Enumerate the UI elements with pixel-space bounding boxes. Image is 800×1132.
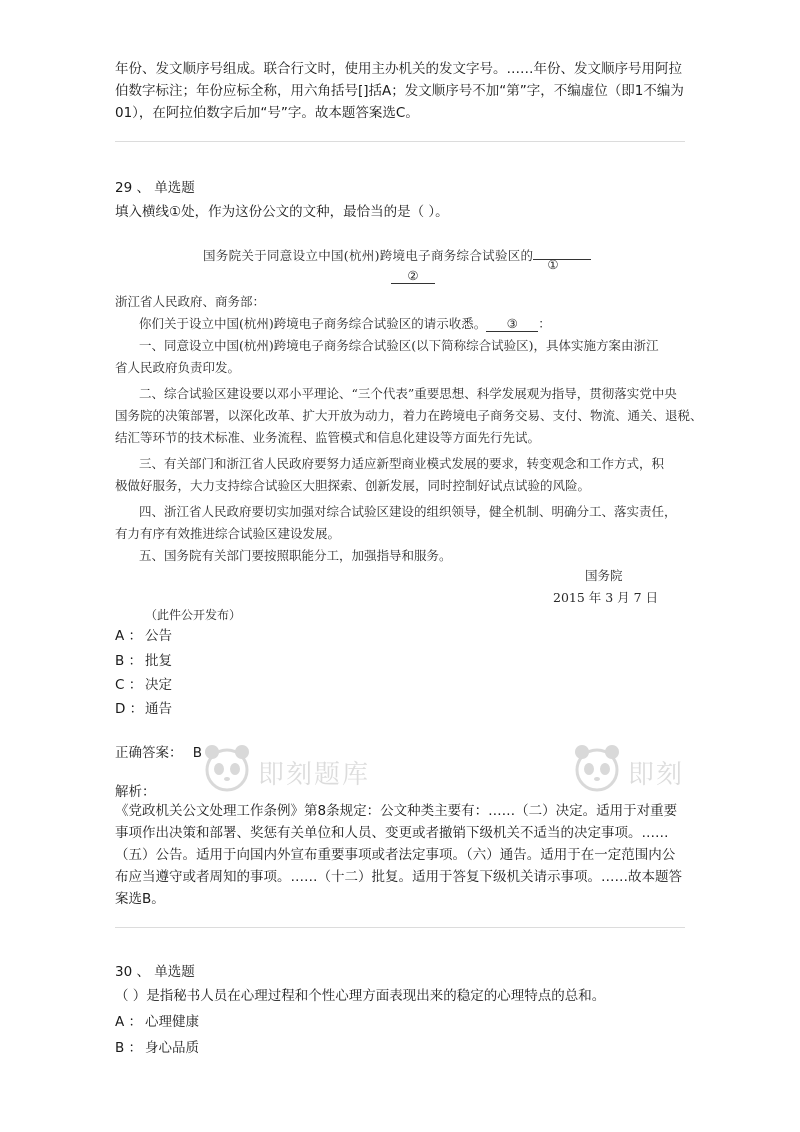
option-letter: C ： (115, 677, 143, 693)
document-line: 省人民政府负责印发。 (115, 360, 241, 375)
document-note: （此件公开发布） (145, 608, 242, 622)
question-30-header: 30 、 单选题 (115, 964, 195, 980)
document-salutation: 浙江省人民政府、商务部： (115, 294, 266, 309)
option-a[interactable] (115, 626, 172, 646)
blank-1: ① (533, 259, 591, 260)
document-line: 极做好服务，大力支持综合试验区大胆探索、创新发展，同时控制好试点试验的风险。 (115, 478, 591, 493)
option-letter: B ： (115, 1040, 143, 1056)
document-line: 一、同意设立中国(杭州)跨境电子商务综合试验区(以下简称综合试验区)，具体实施方案由浙江 (139, 338, 659, 353)
question-30-stem: （ ）是指秘书人员在心理过程和个性心理方面表现出来的稳定的心理特点的总和。 (115, 988, 606, 1004)
scanned-document-image (115, 240, 703, 622)
document-signer: 国务院 (585, 568, 623, 583)
correct-answer (115, 741, 202, 761)
watermark-text: 即刻 (628, 760, 685, 790)
option-text: 批复 (145, 653, 172, 669)
option-letter: A ： (115, 628, 143, 644)
option-letter: A ： (115, 1014, 143, 1030)
panda-icon (570, 740, 624, 794)
panda-icon (200, 740, 254, 794)
option-letter: D ： (115, 701, 144, 717)
option-text: 身心品质 (145, 1040, 199, 1056)
option-b[interactable] (115, 651, 172, 671)
divider (115, 927, 685, 928)
option-letter: B ： (115, 653, 143, 669)
watermark-text: 即刻题库 (258, 760, 371, 790)
document-title: 国务院关于同意设立中国(杭州)跨境电子商务综合试验区的 ① (203, 246, 591, 264)
analysis-label: 解析： (115, 784, 156, 800)
answer-value: B (192, 745, 203, 761)
document-line: 国务院的决策部署，以深化改革、扩大开放为动力，着力在跨境电子商务交易、支付、物流、通关、退税、 (115, 408, 703, 423)
option-text: 公告 (145, 628, 172, 644)
document-line: 三、有关部门和浙江省人民政府要努力适应新型商业模式发展的要求，转变观念和工作方式，积 (139, 456, 665, 471)
question-29-header: 29 、 单选题 (115, 180, 195, 196)
document-line: 有力有序有效推进综合试验区建设发展。 (115, 526, 341, 541)
option-text: 通告 (145, 701, 172, 717)
option-text: 决定 (145, 677, 172, 693)
document-line: 结汇等环节的技术标准、业务流程、监管模式和信息化建设等方面先行先试。 (115, 430, 541, 445)
document-receipt: 你们关于设立中国(杭州)跨境电子商务综合试验区的请示收悉。 ③ ： (139, 316, 551, 331)
document-date: 2015 年 3 月 7 日 (553, 590, 659, 605)
document-line: 五、国务院有关部门要按照职能分工，加强指导和服务。 (139, 548, 452, 563)
divider (115, 141, 685, 142)
option-c[interactable] (115, 675, 172, 695)
document-line: 二、综合试验区建设要以邓小平理论、“三个代表”重要思想、科学发展观为指导，贯彻落实党中央 (139, 386, 677, 401)
previous-explanation: 年份、发文顺序号组成。联合行文时，使用主办机关的发文字号。……年份、发文顺序号用阿拉伯数字标注；年份应标全称，用六角括号[]括A；发文顺序号不加“第”字，不编虚位（即1不编为01），在阿拉伯数字后加“号”字。故本题答案选C。 (115, 61, 684, 121)
document-line: 四、浙江省人民政府要切实加强对综合试验区建设的组织领导，健全机制、明确分工、落实责任， (139, 504, 677, 519)
answer-label: 正确答案： (115, 745, 183, 761)
question-29-stem: 填入横线①处，作为这份公文的文种，最恰当的是（ ）。 (115, 204, 449, 220)
option-b[interactable] (115, 1038, 199, 1058)
analysis-text: 《党政机关公文处理工作条例》第8条规定：公文种类主要有：……（二）决定。适用于对重要事项作出决策和部署、奖惩有关单位和人员、变更或者撤销下级机关不适当的决定事项。……（五）公告。适用于向国内外宣布重要事项或者法定事项。（六）通告。适用于在一定范围内公布应当遵守或者周知的事项。……（十二）批复。适用于答复下级机关请示事项。……故本题答案选B。 (115, 803, 682, 907)
option-d[interactable] (115, 699, 172, 719)
blank-3: ③ (486, 316, 538, 332)
option-text: 心理健康 (145, 1014, 199, 1030)
option-a[interactable] (115, 1012, 199, 1032)
blank-2: ② (391, 268, 435, 284)
